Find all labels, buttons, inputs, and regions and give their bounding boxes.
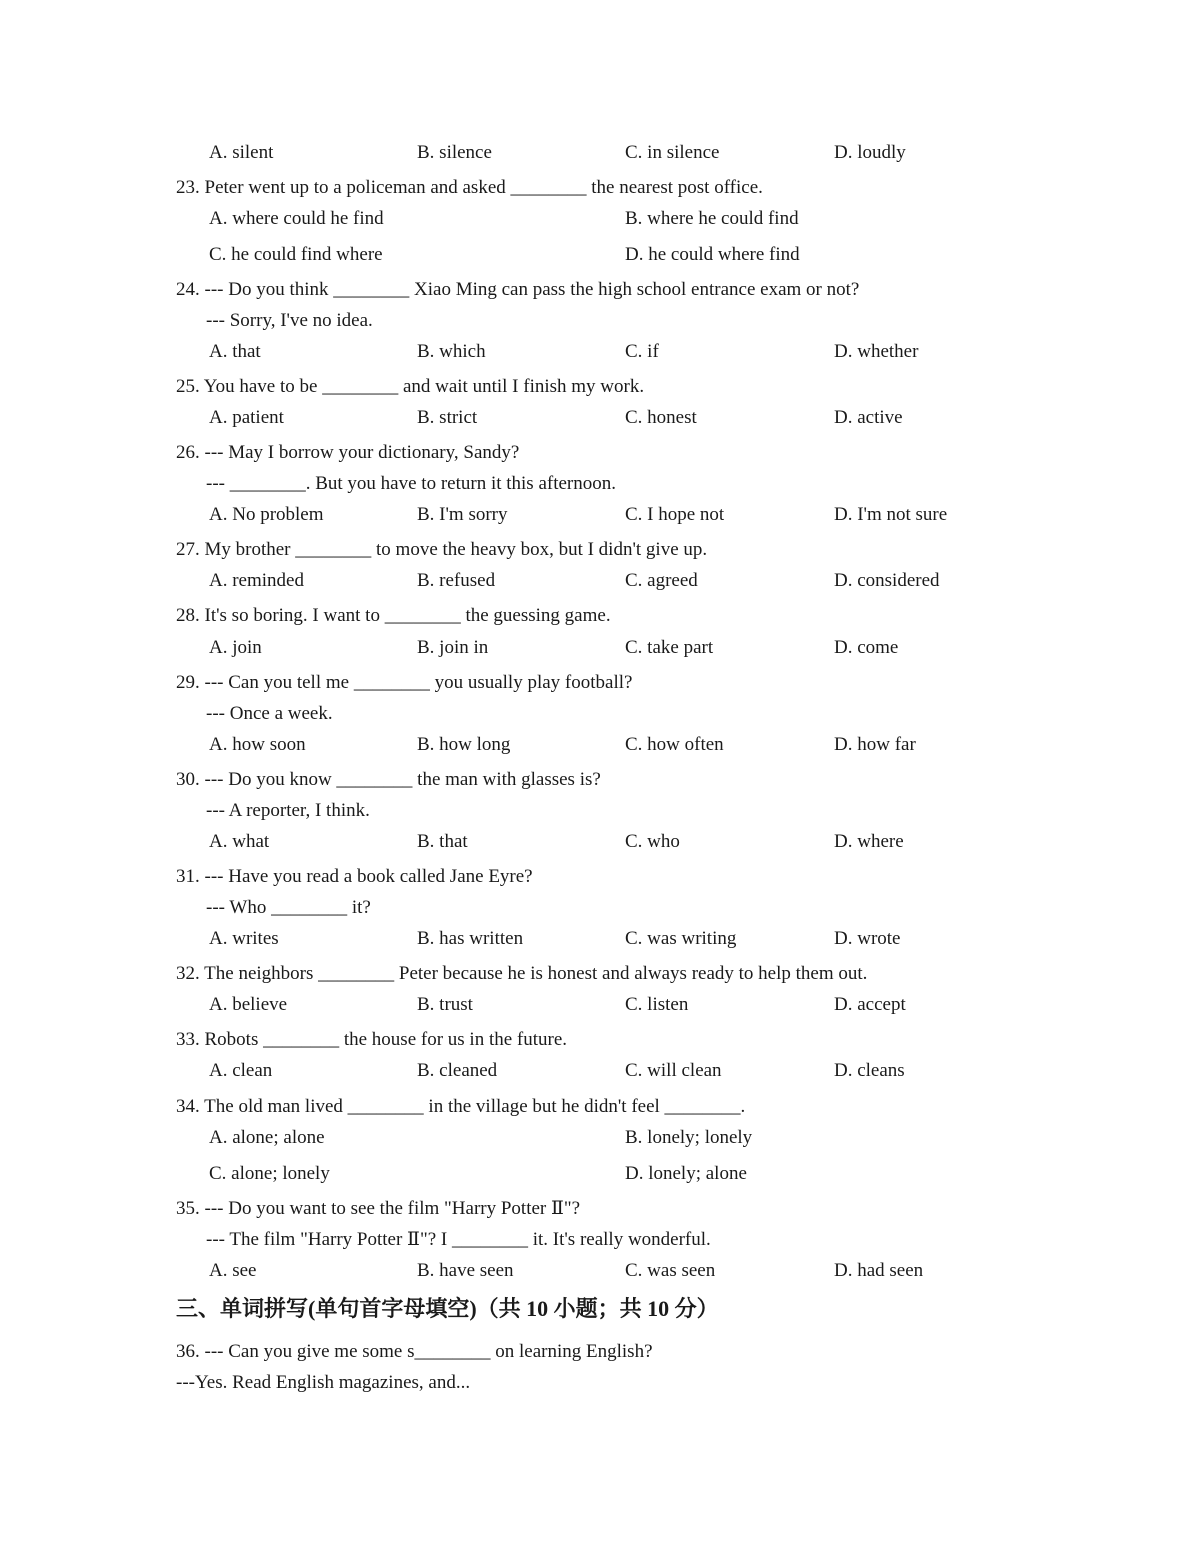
q24-reply: --- Sorry, I've no idea. (206, 310, 373, 331)
q32-stem: 32. The neighbors ________ Peter because he is honest and always ready to help them out. (176, 963, 868, 984)
q24-option-a: A. that (209, 341, 261, 362)
q28-option-d: D. come (834, 637, 899, 658)
q35-option-b: B. have seen (417, 1260, 514, 1281)
q30-option-d: D. where (834, 831, 904, 852)
q23-option-c: C. he could find where (209, 244, 383, 265)
q31-option-a: A. writes (209, 928, 279, 949)
q34-option-d: D. lonely; alone (625, 1163, 747, 1184)
q24-stem: 24. --- Do you think ________ Xiao Ming can pass the high school entrance exam or not? (176, 279, 860, 300)
q22-option-a: A. silent (209, 142, 274, 163)
q31-reply: --- Who ________ it? (206, 897, 371, 918)
q26-reply: --- ________. But you have to return it this afternoon. (206, 473, 617, 494)
section-heading: 三、单词拼写(单句首字母填空)（共 10 小题；共 10 分） (176, 1296, 719, 1321)
q36-stem: 36. --- Can you give me some s________ on learning English? (176, 1341, 653, 1362)
q25-option-a: A. patient (209, 407, 284, 428)
q28-option-c: C. take part (625, 637, 714, 658)
q23-option-a: A. where could he find (209, 208, 384, 229)
q29-option-a: A. how soon (209, 734, 306, 755)
q23-option-d: D. he could where find (625, 244, 800, 265)
q32-option-c: C. listen (625, 994, 689, 1015)
q31-option-c: C. was writing (625, 928, 737, 949)
q29-option-d: D. how far (834, 734, 916, 755)
q27-option-d: D. considered (834, 570, 940, 591)
q34-option-a: A. alone; alone (209, 1127, 325, 1148)
q34-stem: 34. The old man lived ________ in the village but he didn't feel ________. (176, 1096, 746, 1117)
q31-option-d: D. wrote (834, 928, 901, 949)
q30-stem: 30. --- Do you know ________ the man with glasses is? (176, 769, 601, 790)
q24-option-b: B. which (417, 341, 486, 362)
q24-option-c: C. if (625, 341, 659, 362)
q32-option-b: B. trust (417, 994, 473, 1015)
q33-option-c: C. will clean (625, 1060, 722, 1081)
q32-option-d: D. accept (834, 994, 906, 1015)
q25-stem: 25. You have to be ________ and wait until I finish my work. (176, 376, 645, 397)
q35-option-d: D. had seen (834, 1260, 924, 1281)
q27-stem: 27. My brother ________ to move the heavy box, but I didn't give up. (176, 539, 708, 560)
q33-stem: 33. Robots ________ the house for us in the future. (176, 1029, 568, 1050)
q26-option-a: A. No problem (209, 504, 324, 525)
q29-option-b: B. how long (417, 734, 511, 755)
q24-option-d: D. whether (834, 341, 919, 362)
q23-stem: 23. Peter went up to a policeman and asked ________ the nearest post office. (176, 177, 763, 198)
q30-option-a: A. what (209, 831, 270, 852)
q30-option-b: B. that (417, 831, 468, 852)
q29-stem: 29. --- Can you tell me ________ you usually play football? (176, 672, 633, 693)
q25-option-d: D. active (834, 407, 903, 428)
q28-option-b: B. join in (417, 637, 489, 658)
q29-option-c: C. how often (625, 734, 724, 755)
q25-option-b: B. strict (417, 407, 478, 428)
q22-option-c: C. in silence (625, 142, 720, 163)
q30-reply: --- A reporter, I think. (206, 800, 370, 821)
q27-option-c: C. agreed (625, 570, 698, 591)
q27-option-b: B. refused (417, 570, 496, 591)
q22-option-b: B. silence (417, 142, 492, 163)
q22-option-d: D. loudly (834, 142, 906, 163)
q33-option-a: A. clean (209, 1060, 273, 1081)
q30-option-c: C. who (625, 831, 680, 852)
q28-stem: 28. It's so boring. I want to ________ the guessing game. (176, 605, 611, 626)
q26-stem: 26. --- May I borrow your dictionary, Sandy? (176, 442, 520, 463)
q25-option-c: C. honest (625, 407, 697, 428)
q35-reply: --- The film "Harry Potter Ⅱ"? I ________ it. It's really wonderful. (206, 1229, 711, 1250)
q35-option-a: A. see (209, 1260, 257, 1281)
q31-option-b: B. has written (417, 928, 524, 949)
q26-option-c: C. I hope not (625, 504, 725, 525)
q28-option-a: A. join (209, 637, 262, 658)
q23-option-b: B. where he could find (625, 208, 799, 229)
q33-option-d: D. cleans (834, 1060, 905, 1081)
q33-option-b: B. cleaned (417, 1060, 498, 1081)
q36-reply: ---Yes. Read English magazines, and... (176, 1372, 471, 1393)
q35-option-c: C. was seen (625, 1260, 716, 1281)
q32-option-a: A. believe (209, 994, 288, 1015)
q29-reply: --- Once a week. (206, 703, 333, 724)
q26-option-b: B. I'm sorry (417, 504, 508, 525)
q27-option-a: A. reminded (209, 570, 304, 591)
q26-option-d: D. I'm not sure (834, 504, 948, 525)
q35-stem: 35. --- Do you want to see the film "Harry Potter Ⅱ"? (176, 1198, 581, 1219)
q31-stem: 31. --- Have you read a book called Jane Eyre? (176, 866, 533, 887)
q34-option-b: B. lonely; lonely (625, 1127, 753, 1148)
q34-option-c: C. alone; lonely (209, 1163, 330, 1184)
